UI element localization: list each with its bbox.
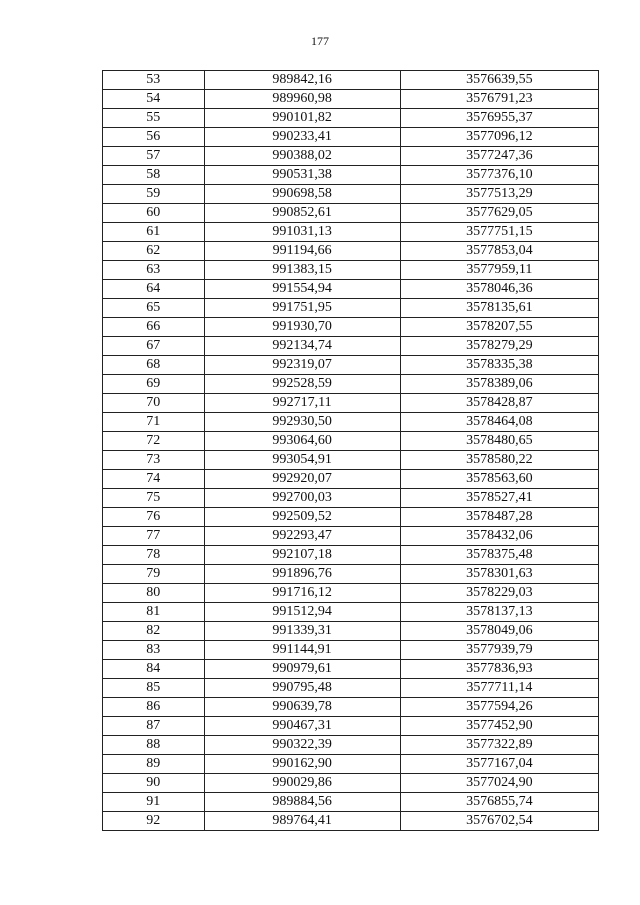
x-coordinate-cell: 992920,07 <box>204 470 400 489</box>
x-coordinate-cell: 991031,13 <box>204 223 400 242</box>
y-coordinate-cell: 3577939,79 <box>400 641 598 660</box>
point-number-cell: 87 <box>103 717 205 736</box>
point-number-cell: 72 <box>103 432 205 451</box>
point-number-cell: 78 <box>103 546 205 565</box>
table-row <box>103 774 599 793</box>
point-number-cell: 56 <box>103 128 205 147</box>
point-number-cell: 66 <box>103 318 205 337</box>
table-row <box>103 90 599 109</box>
x-coordinate-cell: 990698,58 <box>204 185 400 204</box>
y-coordinate-cell: 3576855,74 <box>400 793 598 812</box>
table-row <box>103 812 599 831</box>
x-coordinate-cell: 991751,95 <box>204 299 400 318</box>
y-coordinate-cell: 3577836,93 <box>400 660 598 679</box>
table-row <box>103 71 599 90</box>
table-row <box>103 679 599 698</box>
y-coordinate-cell: 3577711,14 <box>400 679 598 698</box>
point-number-cell: 53 <box>103 71 205 90</box>
x-coordinate-cell: 990979,61 <box>204 660 400 679</box>
x-coordinate-cell: 991383,15 <box>204 261 400 280</box>
x-coordinate-cell: 993054,91 <box>204 451 400 470</box>
table-row <box>103 223 599 242</box>
y-coordinate-cell: 3577594,26 <box>400 698 598 717</box>
y-coordinate-cell: 3578207,55 <box>400 318 598 337</box>
table-row <box>103 413 599 432</box>
x-coordinate-cell: 990029,86 <box>204 774 400 793</box>
x-coordinate-cell: 991716,12 <box>204 584 400 603</box>
y-coordinate-cell: 3577452,90 <box>400 717 598 736</box>
table-row <box>103 641 599 660</box>
table-row <box>103 527 599 546</box>
x-coordinate-cell: 991339,31 <box>204 622 400 641</box>
point-number-cell: 70 <box>103 394 205 413</box>
point-number-cell: 86 <box>103 698 205 717</box>
table-row <box>103 584 599 603</box>
y-coordinate-cell: 3578480,65 <box>400 432 598 451</box>
x-coordinate-cell: 990639,78 <box>204 698 400 717</box>
y-coordinate-cell: 3578375,48 <box>400 546 598 565</box>
point-number-cell: 60 <box>103 204 205 223</box>
x-coordinate-cell: 992528,59 <box>204 375 400 394</box>
point-number-cell: 55 <box>103 109 205 128</box>
x-coordinate-cell: 989960,98 <box>204 90 400 109</box>
table-row <box>103 280 599 299</box>
y-coordinate-cell: 3578046,36 <box>400 280 598 299</box>
table-row <box>103 565 599 584</box>
y-coordinate-cell: 3576639,55 <box>400 71 598 90</box>
point-number-cell: 77 <box>103 527 205 546</box>
table-row <box>103 660 599 679</box>
table-row <box>103 793 599 812</box>
y-coordinate-cell: 3578301,63 <box>400 565 598 584</box>
point-number-cell: 92 <box>103 812 205 831</box>
table-row <box>103 603 599 622</box>
y-coordinate-cell: 3577167,04 <box>400 755 598 774</box>
y-coordinate-cell: 3577853,04 <box>400 242 598 261</box>
y-coordinate-cell: 3578527,41 <box>400 489 598 508</box>
y-coordinate-cell: 3577096,12 <box>400 128 598 147</box>
point-number-cell: 68 <box>103 356 205 375</box>
point-number-cell: 84 <box>103 660 205 679</box>
table-row <box>103 470 599 489</box>
point-number-cell: 63 <box>103 261 205 280</box>
point-number-cell: 88 <box>103 736 205 755</box>
y-coordinate-cell: 3578432,06 <box>400 527 598 546</box>
x-coordinate-cell: 991194,66 <box>204 242 400 261</box>
x-coordinate-cell: 990162,90 <box>204 755 400 774</box>
y-coordinate-cell: 3577024,90 <box>400 774 598 793</box>
table-row <box>103 356 599 375</box>
table-row <box>103 299 599 318</box>
table-row <box>103 166 599 185</box>
x-coordinate-cell: 989842,16 <box>204 71 400 90</box>
point-number-cell: 89 <box>103 755 205 774</box>
table-row <box>103 185 599 204</box>
y-coordinate-cell: 3577959,11 <box>400 261 598 280</box>
table-row <box>103 736 599 755</box>
y-coordinate-cell: 3577247,36 <box>400 147 598 166</box>
page-number: 177 <box>311 34 329 48</box>
x-coordinate-cell: 993064,60 <box>204 432 400 451</box>
point-number-cell: 90 <box>103 774 205 793</box>
table-row <box>103 755 599 774</box>
point-number-cell: 80 <box>103 584 205 603</box>
table-row <box>103 508 599 527</box>
point-number-cell: 81 <box>103 603 205 622</box>
x-coordinate-cell: 990233,41 <box>204 128 400 147</box>
table-row <box>103 698 599 717</box>
y-coordinate-cell: 3578279,29 <box>400 337 598 356</box>
point-number-cell: 82 <box>103 622 205 641</box>
x-coordinate-cell: 992717,11 <box>204 394 400 413</box>
x-coordinate-cell: 990322,39 <box>204 736 400 755</box>
table-row <box>103 451 599 470</box>
point-number-cell: 91 <box>103 793 205 812</box>
y-coordinate-cell: 3578335,38 <box>400 356 598 375</box>
table-row <box>103 204 599 223</box>
table-row <box>103 337 599 356</box>
point-number-cell: 67 <box>103 337 205 356</box>
y-coordinate-cell: 3576791,23 <box>400 90 598 109</box>
point-number-cell: 58 <box>103 166 205 185</box>
table-row <box>103 109 599 128</box>
table-row <box>103 489 599 508</box>
table-row <box>103 394 599 413</box>
x-coordinate-cell: 992134,74 <box>204 337 400 356</box>
table-row <box>103 261 599 280</box>
x-coordinate-cell: 992107,18 <box>204 546 400 565</box>
y-coordinate-cell: 3578135,61 <box>400 299 598 318</box>
x-coordinate-cell: 990388,02 <box>204 147 400 166</box>
point-number-cell: 61 <box>103 223 205 242</box>
y-coordinate-cell: 3577629,05 <box>400 204 598 223</box>
table-row <box>103 622 599 641</box>
point-number-cell: 71 <box>103 413 205 432</box>
x-coordinate-cell: 992509,52 <box>204 508 400 527</box>
point-number-cell: 83 <box>103 641 205 660</box>
point-number-cell: 54 <box>103 90 205 109</box>
point-number-cell: 65 <box>103 299 205 318</box>
point-number-cell: 57 <box>103 147 205 166</box>
y-coordinate-cell: 3577376,10 <box>400 166 598 185</box>
y-coordinate-cell: 3577513,29 <box>400 185 598 204</box>
x-coordinate-cell: 990101,82 <box>204 109 400 128</box>
x-coordinate-cell: 991554,94 <box>204 280 400 299</box>
point-number-cell: 79 <box>103 565 205 584</box>
table-row <box>103 147 599 166</box>
point-number-cell: 74 <box>103 470 205 489</box>
point-number-cell: 73 <box>103 451 205 470</box>
x-coordinate-cell: 990795,48 <box>204 679 400 698</box>
table-row <box>103 128 599 147</box>
table-row <box>103 432 599 451</box>
table-row <box>103 546 599 565</box>
y-coordinate-cell: 3578464,08 <box>400 413 598 432</box>
y-coordinate-cell: 3578487,28 <box>400 508 598 527</box>
y-coordinate-cell: 3578580,22 <box>400 451 598 470</box>
y-coordinate-cell: 3578137,13 <box>400 603 598 622</box>
x-coordinate-cell: 992293,47 <box>204 527 400 546</box>
x-coordinate-cell: 990531,38 <box>204 166 400 185</box>
x-coordinate-cell: 992700,03 <box>204 489 400 508</box>
x-coordinate-cell: 989764,41 <box>204 812 400 831</box>
y-coordinate-cell: 3577751,15 <box>400 223 598 242</box>
point-number-cell: 69 <box>103 375 205 394</box>
x-coordinate-cell: 992930,50 <box>204 413 400 432</box>
y-coordinate-cell: 3576955,37 <box>400 109 598 128</box>
coordinates-table-body <box>103 71 599 831</box>
x-coordinate-cell: 992319,07 <box>204 356 400 375</box>
point-number-cell: 62 <box>103 242 205 261</box>
x-coordinate-cell: 991144,91 <box>204 641 400 660</box>
x-coordinate-cell: 990852,61 <box>204 204 400 223</box>
y-coordinate-cell: 3578229,03 <box>400 584 598 603</box>
point-number-cell: 75 <box>103 489 205 508</box>
y-coordinate-cell: 3577322,89 <box>400 736 598 755</box>
y-coordinate-cell: 3576702,54 <box>400 812 598 831</box>
point-number-cell: 59 <box>103 185 205 204</box>
y-coordinate-cell: 3578428,87 <box>400 394 598 413</box>
table-row <box>103 375 599 394</box>
point-number-cell: 76 <box>103 508 205 527</box>
table-row <box>103 318 599 337</box>
x-coordinate-cell: 991896,76 <box>204 565 400 584</box>
x-coordinate-cell: 989884,56 <box>204 793 400 812</box>
point-number-cell: 64 <box>103 280 205 299</box>
y-coordinate-cell: 3578389,06 <box>400 375 598 394</box>
coordinates-table <box>102 70 599 831</box>
y-coordinate-cell: 3578049,06 <box>400 622 598 641</box>
table-row <box>103 242 599 261</box>
x-coordinate-cell: 990467,31 <box>204 717 400 736</box>
x-coordinate-cell: 991930,70 <box>204 318 400 337</box>
y-coordinate-cell: 3578563,60 <box>400 470 598 489</box>
x-coordinate-cell: 991512,94 <box>204 603 400 622</box>
point-number-cell: 85 <box>103 679 205 698</box>
table-row <box>103 717 599 736</box>
